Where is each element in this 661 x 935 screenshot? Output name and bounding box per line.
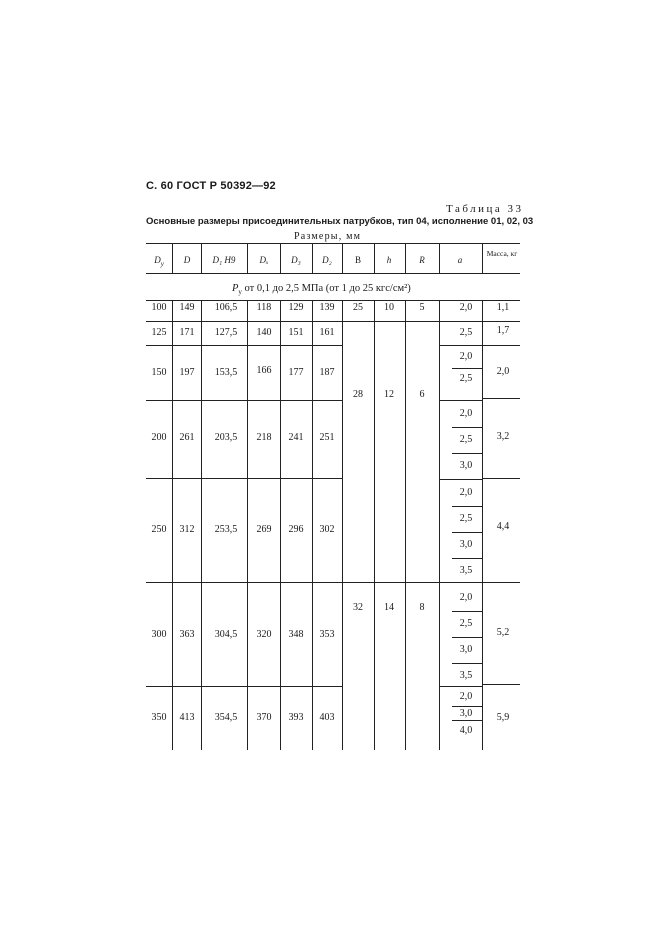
cell-dx: 320: [256, 629, 272, 640]
table-number: Таблица 33: [446, 203, 524, 215]
a-subrow-rule: [452, 663, 482, 664]
cell-b: 32: [353, 602, 363, 613]
cell-a: 3,5: [459, 670, 473, 681]
table-subtitle: Размеры, мм: [294, 231, 362, 242]
column-divider: [482, 300, 483, 750]
header-bottom-rule: [146, 273, 520, 274]
row-separator: [146, 686, 342, 687]
cell-a: 2,0: [459, 487, 473, 498]
cell-dx: 166: [256, 365, 272, 376]
column-divider: [439, 300, 440, 750]
cell-dy: 200: [151, 432, 167, 443]
a-subrow-rule: [452, 611, 482, 612]
cell-d3: 177: [288, 367, 304, 378]
cell-d3: 393: [288, 712, 304, 723]
cell-a: 2,0: [459, 302, 473, 313]
col-header-d1: D₁ H9: [212, 255, 236, 265]
row-separator: [482, 398, 520, 399]
cell-d3: 296: [288, 524, 304, 535]
a-subrow-rule: [439, 686, 482, 687]
cell-dy: 150: [151, 367, 167, 378]
cell-d3: 241: [288, 432, 304, 443]
cell-d2: 403: [319, 712, 335, 723]
cell-d2: 251: [319, 432, 335, 443]
row-separator: [482, 478, 520, 479]
cell-d1: 127,5: [214, 327, 238, 338]
table-title: Основные размеры присоединительных патрубков, тип 04, исполнение 01, 02, 03: [146, 216, 534, 227]
row-separator: [146, 582, 520, 583]
cell-dy: 300: [151, 629, 167, 640]
cell-d2: 139: [319, 302, 335, 313]
a-subrow-rule: [452, 706, 482, 707]
a-subrow-rule: [439, 400, 482, 401]
cell-h: 12: [384, 389, 394, 400]
cell-mass: 5,9: [496, 712, 510, 723]
cell-a: 2,0: [459, 592, 473, 603]
cell-a: 2,5: [459, 434, 473, 445]
page-header: С. 60 ГОСТ Р 50392—92: [146, 180, 276, 192]
cell-r: 8: [419, 602, 425, 613]
cell-d1: 153,5: [214, 367, 238, 378]
a-subrow-rule: [452, 532, 482, 533]
cell-a: 2,0: [459, 351, 473, 362]
cell-a: 3,0: [459, 539, 473, 550]
cell-a: 4,0: [459, 725, 473, 736]
cell-r: 5: [419, 302, 425, 313]
row-separator: [439, 345, 520, 346]
cell-d1: 106,5: [214, 302, 238, 313]
cell-a: 3,0: [459, 644, 473, 655]
cell-d: 197: [179, 367, 195, 378]
cell-mass: 1,1: [496, 302, 510, 313]
col-header-mass: Масса, кг: [486, 249, 518, 258]
row-separator: [482, 684, 520, 685]
cell-d1: 304,5: [214, 629, 238, 640]
cell-b: 25: [353, 302, 363, 313]
cell-d: 363: [179, 629, 195, 640]
col-header-dx: Dₓ: [259, 255, 269, 265]
cell-dx: 118: [256, 302, 272, 313]
cell-d1: 354,5: [214, 712, 238, 723]
cell-mass: 1,7: [496, 325, 510, 336]
cell-d2: 161: [319, 327, 335, 338]
cell-dx: 218: [256, 432, 272, 443]
a-subrow-rule: [452, 453, 482, 454]
row-separator: [146, 345, 342, 346]
col-header-d2: D₂: [322, 255, 332, 265]
cell-a: 3,0: [459, 460, 473, 471]
cell-d1: 203,5: [214, 432, 238, 443]
col-header-a: a: [457, 255, 463, 265]
cell-d: 149: [179, 302, 195, 313]
cell-d2: 302: [319, 524, 335, 535]
a-subrow-rule: [452, 558, 482, 559]
cell-h: 14: [384, 602, 394, 613]
cell-dx: 269: [256, 524, 272, 535]
cell-a: 2,5: [459, 618, 473, 629]
a-subrow-rule: [452, 720, 482, 721]
cell-mass: 2,0: [496, 366, 510, 377]
cell-d3: 129: [288, 302, 304, 313]
a-subrow-rule: [439, 479, 482, 480]
cell-a: 3,0: [459, 708, 473, 719]
cell-a: 2,0: [459, 691, 473, 702]
a-subrow-rule: [452, 637, 482, 638]
col-header-d3: D₃: [291, 255, 301, 265]
cell-dx: 140: [256, 327, 272, 338]
cell-b: 28: [353, 389, 363, 400]
column-divider: [405, 300, 406, 750]
row-separator: [146, 400, 342, 401]
cell-a: 3,5: [459, 565, 473, 576]
row-separator: [146, 478, 342, 479]
a-subrow-rule: [452, 368, 482, 369]
cell-d1: 253,5: [214, 524, 238, 535]
col-header-dy: $D_y$: [154, 255, 164, 268]
cell-dy: 100: [151, 302, 167, 313]
column-divider: [374, 300, 375, 750]
row-separator: [146, 321, 520, 322]
col-header-h: h: [386, 255, 392, 265]
cell-dx: 370: [256, 712, 272, 723]
col-header-d: D: [183, 255, 191, 265]
cell-h: 10: [384, 302, 394, 313]
cell-dy: 350: [151, 712, 167, 723]
cell-d: 261: [179, 432, 195, 443]
cell-a: 2,5: [459, 513, 473, 524]
col-header-r: R: [419, 255, 425, 265]
cell-dy: 250: [151, 524, 167, 535]
cell-mass: 5,2: [496, 627, 510, 638]
cell-r: 6: [419, 389, 425, 400]
cell-d: 171: [179, 327, 195, 338]
cell-d: 312: [179, 524, 195, 535]
cell-d2: 353: [319, 629, 335, 640]
col-header-b: B: [354, 255, 361, 265]
cell-a: 2,5: [459, 373, 473, 384]
pressure-range: $P_y$ от 0,1 до 2,5 МПа (от 1 до 25 кгс/см²): [232, 283, 411, 297]
cell-d2: 187: [319, 367, 335, 378]
cell-dy: 125: [151, 327, 167, 338]
cell-mass: 4,4: [496, 521, 510, 532]
cell-d3: 348: [288, 629, 304, 640]
pressure-bottom-rule: [146, 300, 520, 301]
cell-mass: 3,2: [496, 431, 510, 442]
a-subrow-rule: [452, 506, 482, 507]
table-top-rule: [146, 243, 520, 244]
cell-a: 2,5: [459, 327, 473, 338]
cell-d3: 151: [288, 327, 304, 338]
cell-d: 413: [179, 712, 195, 723]
header-divider: [482, 243, 483, 273]
a-subrow-rule: [452, 427, 482, 428]
cell-a: 2,0: [459, 408, 473, 419]
